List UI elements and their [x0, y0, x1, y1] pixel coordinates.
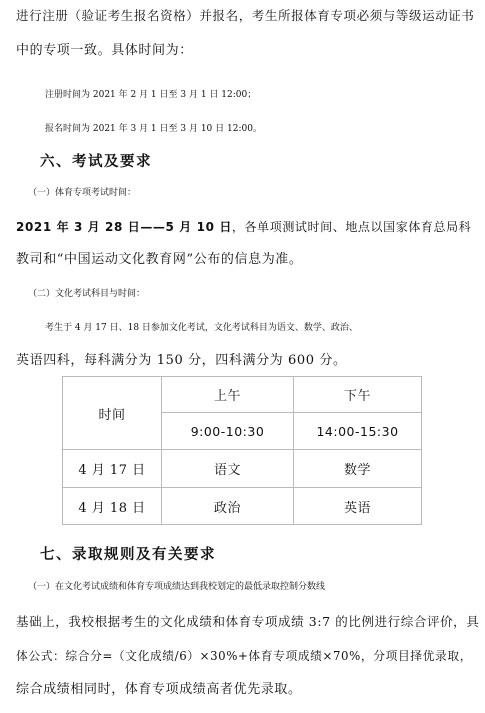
afternoon-time: 14:00-15:30: [294, 413, 422, 450]
row-date: 4 月 18 日: [63, 488, 162, 525]
section6-sub2-line1: 考生于 4 月 17 日、18 日参加文化考试，文化考试科目为语文、数学、政治、: [45, 323, 358, 333]
section6-sub1-title: （一）体育专项考试时间：: [28, 188, 137, 198]
morning-time: 9:00-10:30: [162, 413, 294, 450]
row-pm-subject: 英语: [294, 488, 422, 525]
signup-time: 报名时间为 2021 年 3 月 1 日至 3 月 10 日 12:00。: [45, 124, 262, 134]
section6-sub1-line1: [16, 218, 471, 236]
section7-line2: 基础上，我校根据考生的文化成绩和体育专项成绩 3:7 的比例进行综合评价，具: [16, 614, 480, 629]
sports-exam-desc: ，各单项测试时间、地点以国家体育总局科: [231, 220, 472, 234]
section7-line1: （一）在文化考试成绩和体育专项成绩达到我校划定的最低录取控制分数线: [28, 582, 326, 592]
exam-schedule-table: [62, 376, 422, 525]
row-pm-subject: 数学: [294, 450, 422, 488]
section6-title: 六、考试及要求: [40, 154, 152, 170]
section6-sub2-title: （二）文化考试科目与时间：: [28, 289, 146, 299]
morning-header: 上午: [162, 377, 294, 413]
para1-line2: 中的专项一致。具体时间为：: [16, 43, 193, 58]
row-date: 4 月 17 日: [63, 450, 162, 488]
time-header: 时间: [63, 377, 162, 450]
table-row: [63, 488, 422, 525]
section6-sub2-line2: 英语四科，每科满分为 150 分，四科满分为 600 分。: [16, 353, 347, 368]
row-am-subject: 政治: [162, 488, 294, 525]
section7-line3: 体公式：综合分=（文化成绩/6）×30%+体育专项成绩×70%，分项目择优录取，: [16, 649, 473, 663]
row-am-subject: 语文: [162, 450, 294, 488]
section7-line4: 综合成绩相同时，体育专项成绩高者优先录取。: [16, 682, 302, 697]
section6-sub1-line2: 教司和“中国运动文化教育网”公布的信息为准。: [16, 252, 303, 267]
afternoon-header: 下午: [294, 377, 422, 413]
register-time: 注册时间为 2021 年 2 月 1 日至 3 月 1 日 12:00；: [45, 90, 257, 100]
table-row: [63, 450, 422, 488]
section7-title: 七、录取规则及有关要求: [40, 547, 216, 563]
sports-exam-date: 2021 年 3 月 28 日——5 月 10 日: [16, 220, 232, 234]
para1-line1: 进行注册（验证考生报名资格）并报名，考生所报体育专项必须与等级运动证书: [16, 8, 475, 23]
